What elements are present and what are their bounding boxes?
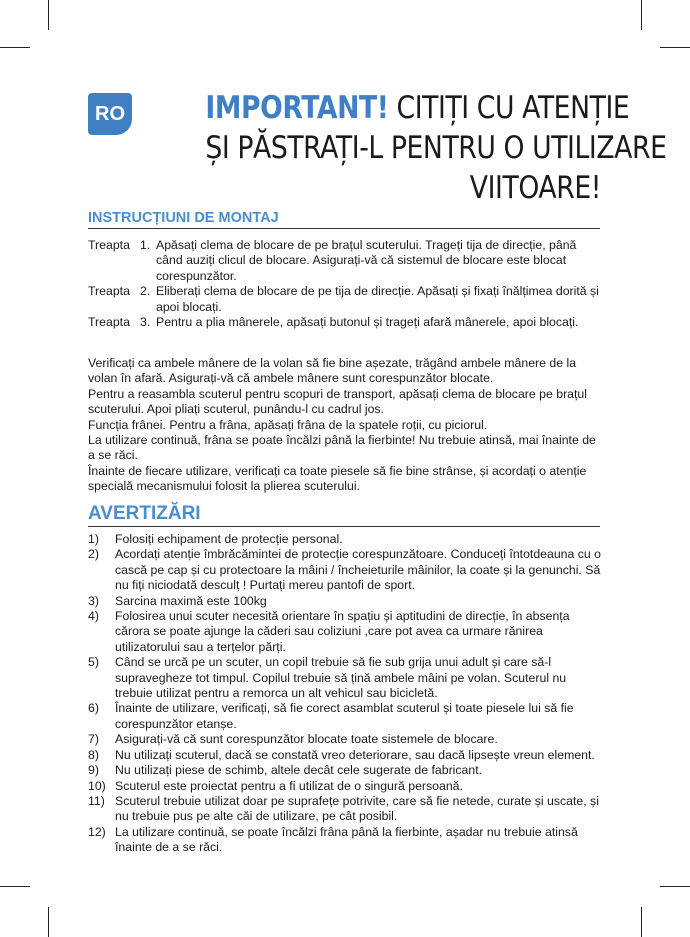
step-label: Treapta (88, 284, 130, 299)
crop-mark (0, 886, 30, 887)
title-line-1-rest: CITIȚI CU ATENȚIE (388, 90, 630, 126)
warning-item (88, 779, 603, 794)
warning-number: 4) (88, 609, 99, 624)
warning-text: La utilizare continuă, se poate încălzi frâna până la fierbinte, așadar nu trebuie atinsă înainte de a se răci. (115, 824, 578, 855)
warning-number: 12) (88, 824, 106, 839)
assembly-notes (88, 356, 603, 495)
step-text: Pentru a plia mânerele, apăsați butonul și trageți afară mânerele, apoi blocați. (156, 315, 579, 330)
warning-number: 1) (88, 532, 99, 546)
warning-item (88, 701, 603, 732)
assembly-step (88, 238, 603, 284)
crop-mark (48, 0, 49, 30)
title-line-3: VIITOARE! (469, 170, 601, 206)
warning-text: Folosiți echipament de protecție personal. (115, 532, 343, 546)
step-label: Treapta (88, 315, 130, 330)
step-text: Eliberați clema de blocare de pe tija de direcție. Apăsați și fixați înălțimea dorită și apoi blocați. (156, 284, 599, 314)
title-line-1 (205, 88, 630, 128)
warning-number: 10) (88, 778, 106, 793)
crop-mark (641, 907, 642, 937)
step-text: Apăsați clema de blocare de pe brațul scuterului. Trageți tija de direcție, până când auziți clicul de blocare. Asigurați-vă că sistemul de blocare este blocat corespunzător. (156, 238, 577, 283)
warning-item (88, 532, 603, 547)
warning-item (88, 748, 603, 763)
warning-text: Scuterul trebuie utilizat doar pe suprafețe potrivite, care să fie netede, curate și uscate, și nu trebuie pus pe alte căi de utilizare, pe cât posibil. (115, 793, 599, 824)
warning-item (88, 825, 603, 856)
warning-item (88, 732, 603, 747)
assembly-step (88, 315, 603, 330)
warning-number: 5) (88, 655, 99, 670)
warning-item (88, 655, 603, 701)
warning-text: Nu utilizați piese de schimb, altele decât cele sugerate de fabricant. (115, 763, 483, 778)
step-label: Treapta (88, 238, 130, 252)
warnings-heading-text: AVERTIZĂRI (88, 503, 201, 524)
warning-text: Când se urcă pe un scuter, un copil trebuie să fie sub grija unui adult și care să-l supravegheze tot timpul. Copilul trebuie să țină ambele mâini pe volan. Scuterul nu trebuie utilizat pentru a remorca un alt vehicul sau bicicletă. (115, 655, 567, 701)
note-paragraph: La utilizare continuă, frâna se poate încălzi până la fierbinte! Nu trebuie atinsă, mai înainte de a se răci. (88, 433, 596, 463)
warning-number: 8) (88, 747, 99, 762)
warning-text: Acordați atenție îmbrăcămintei de protecție corespunzătoare. Conduceți întotdeauna cu o cască pe cap și cu protectoare la mâini / încheieturile mâinilor, la coate și la genunchi. Să nu fiți niciodată desculț ! Purtați mereu pantofi de sport. (115, 547, 602, 593)
crop-mark (660, 47, 690, 48)
title-highlight: IMPORTANT! (205, 90, 389, 126)
assembly-heading (88, 210, 600, 229)
language-badge: RO (88, 93, 132, 135)
note-paragraph: Verificați ca ambele mânere de la volan să fie bine așezate, trăgând ambele mânere de la volan în afară. Asigurați-vă că ambele mânere sunt corespunzător blocate. (88, 356, 577, 386)
warnings-list (88, 532, 603, 856)
crop-mark (660, 886, 690, 887)
warning-number: 7) (88, 732, 99, 747)
warning-text: Asigurați-vă că sunt corespunzător blocate toate sistemele de blocare. (115, 732, 498, 747)
step-number: 3. (140, 315, 151, 330)
title-line-2: ȘI PĂSTRAȚI-L PENTRU O UTILIZARE (205, 130, 667, 166)
crop-mark (641, 0, 642, 30)
warning-text: Nu utilizați scuterul, dacă se constată vreo deteriorare, sau dacă lipsește vreun element. (115, 747, 595, 762)
step-number: 1. (140, 238, 151, 252)
step-number: 2. (140, 284, 151, 299)
warning-item (88, 594, 603, 609)
section-divider (88, 228, 600, 229)
warning-number: 6) (88, 701, 99, 716)
warning-number: 9) (88, 763, 99, 778)
warning-item (88, 763, 603, 778)
warning-number: 2) (88, 547, 99, 562)
assembly-step (88, 284, 603, 315)
section-divider (88, 526, 600, 527)
warning-number: 11) (88, 793, 105, 808)
note-paragraph: Pentru a reasambla scuterul pentru scopuri de transport, apăsați clema de blocare pe brațul scuterului. Apoi pliați scuterul, punându-l cu cadrul jos. (88, 386, 587, 417)
note-paragraph: Funcția frânei. Pentru a frâna, apăsați frâna de la spatele roții, cu piciorul. (88, 417, 488, 432)
warning-number: 3) (88, 593, 99, 608)
warning-text: Sarcina maximă este 100kg (115, 593, 267, 608)
warning-item (88, 547, 603, 593)
assembly-steps (88, 238, 603, 330)
warning-text: Scuterul este proiectat pentru a fi utilizat de o singură persoană. (115, 778, 463, 793)
warning-item (88, 794, 603, 825)
warning-text: Înainte de utilizare, verificați, să fie corect asamblat scuterul și toate piesele lui să fie corespunzător etanșe. (115, 701, 574, 731)
warning-item (88, 609, 603, 655)
page-title (205, 88, 667, 208)
crop-mark (0, 47, 30, 48)
warning-text: Folosirea unui scuter necesită orientare în spațiu și aptitudini de direcție, în absența cărora se poate ajunge la căderi sau coliziuni ,care pot avea ca urmare rănirea utilizatorului sau a terțelor părți. (115, 609, 570, 654)
warnings-heading (88, 503, 600, 527)
crop-mark (48, 907, 49, 937)
note-paragraph: Înainte de fiecare utilizare, verificați ca toate piesele să fie bine strânse, și acordați o atenție specială mecanismului folosit la plierea scuterului. (88, 463, 587, 494)
assembly-heading-text: INSTRUCȚIUNI DE MONTAJ (88, 210, 279, 226)
